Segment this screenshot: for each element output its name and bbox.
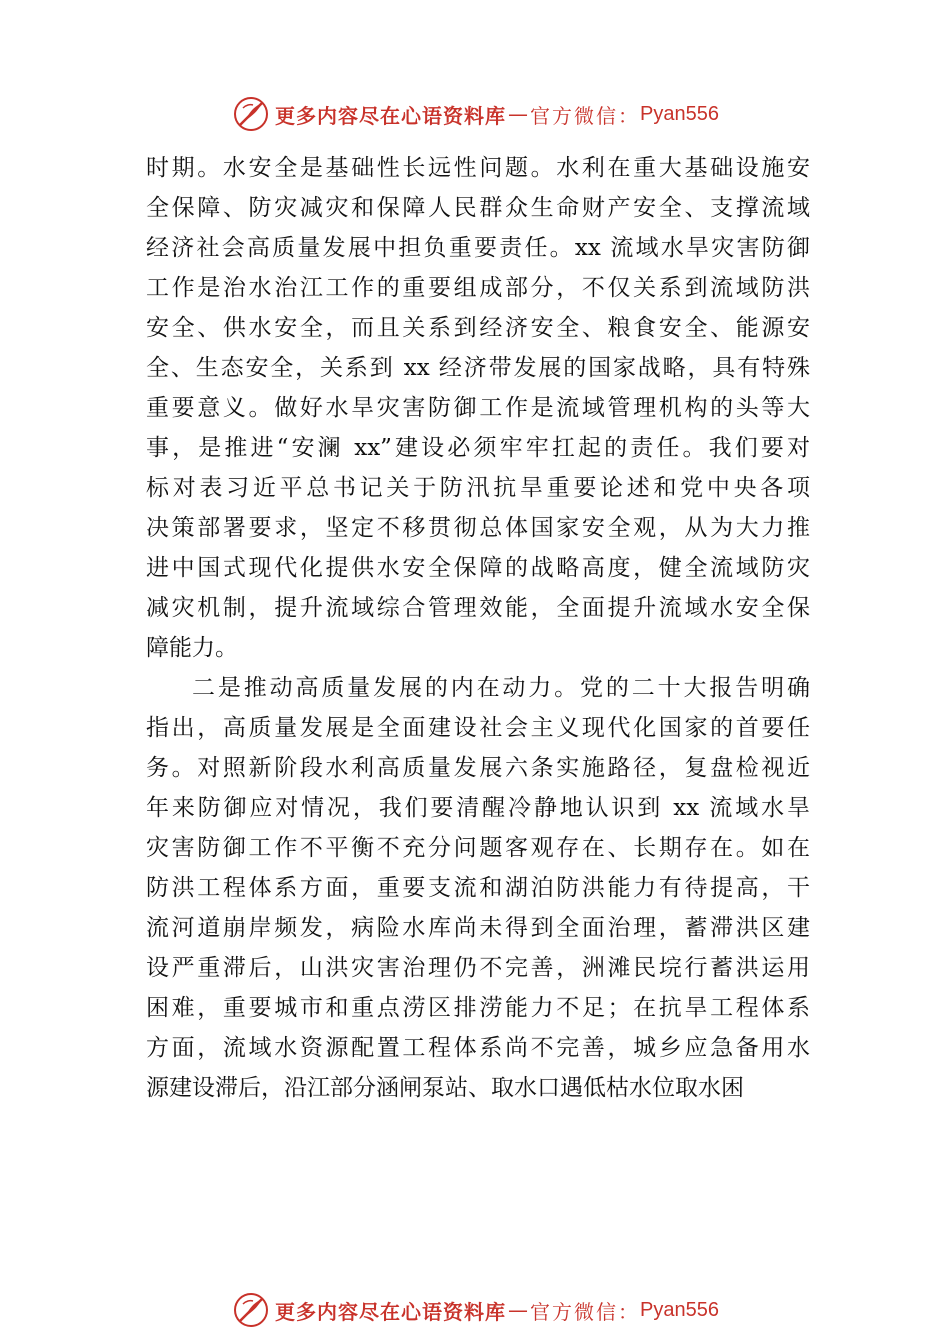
header-watermark-banner xyxy=(0,92,950,136)
quill-logo-icon xyxy=(231,1290,271,1330)
text-line: 经济社会高质量发展中担负重要责任。xx 流域水旱灾害防御 xyxy=(146,235,810,261)
banner-separator: — xyxy=(508,1298,529,1322)
text-line: 指出，高质量发展是全面建设社会主义现代化国家的首要任 xyxy=(146,715,810,741)
text-line: 时期。水安全是基础性长远性问题。水利在重大基础设施安 xyxy=(146,155,810,181)
banner-wechat-label: 官方微信： xyxy=(530,1299,641,1324)
text-line: 困难，重要城市和重点涝区排涝能力不足；在抗旱工程体系 xyxy=(146,995,810,1021)
text-line: 设严重滞后，山洪灾害治理仍不完善，洲滩民垸行蓄洪运用 xyxy=(146,955,810,981)
text-line: 灾害防御工作不平衡不充分问题客观存在、长期存在。如在 xyxy=(146,835,810,861)
text-line: 减灾机制，提升流域综合管理效能，全面提升流域水安全保 xyxy=(146,595,810,621)
text-line: 务。对照新阶段水利高质量发展六条实施路径，复盘检视近 xyxy=(146,755,810,781)
text-line: 全、生态安全，关系到 xx 经济带发展的国家战略，具有特殊 xyxy=(146,355,810,381)
text-line: 障能力。 xyxy=(146,635,238,661)
banner-separator: — xyxy=(508,102,529,126)
text-line: 安全、供水安全，而且关系到经济安全、粮食安全、能源安 xyxy=(146,315,810,341)
text-line: 源建设滞后，沿江部分涵闸泵站、取水口遇低枯水位取水困 xyxy=(146,1075,744,1101)
paragraph-first-line: 二是推动高质量发展的内在动力。党的二十大报告明确 xyxy=(192,675,810,701)
text-line: 年来防御应对情况，我们要清醒冷静地认识到 xx 流域水旱 xyxy=(146,795,810,821)
text-line: 事，是推进“安澜 xx”建设必须牢牢扛起的责任。我们要对 xyxy=(146,435,810,461)
text-line: 进中国式现代化提供水安全保障的战略高度，健全流域防灾 xyxy=(146,555,810,581)
footer-watermark-banner xyxy=(0,1288,950,1332)
quill-logo-icon xyxy=(231,94,271,134)
document-body xyxy=(146,148,810,1108)
banner-wechat-label: 官方微信： xyxy=(530,103,641,128)
text-line: 决策部署要求，坚定不移贯彻总体国家安全观，从为大力推 xyxy=(146,515,810,541)
text-line: 流河道崩岸频发，病险水库尚未得到全面治理，蓄滞洪区建 xyxy=(146,915,810,941)
text-line: 重要意义。做好水旱灾害防御工作是流域管理机构的头等大 xyxy=(146,395,810,421)
banner-brand-text: 更多内容尽在心语资料库 xyxy=(275,1299,507,1324)
text-line: 工作是治水治江工作的重要组成部分，不仅关系到流域防洪 xyxy=(146,275,810,301)
banner-brand-text: 更多内容尽在心语资料库 xyxy=(275,103,507,128)
text-line: 防洪工程体系方面，重要支流和湖泊防洪能力有待提高，干 xyxy=(146,875,810,901)
text-line: 方面，流域水资源配置工程体系尚不完善，城乡应急备用水 xyxy=(146,1035,810,1061)
text-line: 标对表习近平总书记关于防汛抗旱重要论述和党中央各项 xyxy=(146,475,810,501)
banner-wechat-id: Pyan556 xyxy=(640,102,719,125)
banner-wechat-id: Pyan556 xyxy=(640,1298,719,1321)
text-line: 全保障、防灾减灾和保障人民群众生命财产安全、支撑流域 xyxy=(146,195,810,221)
